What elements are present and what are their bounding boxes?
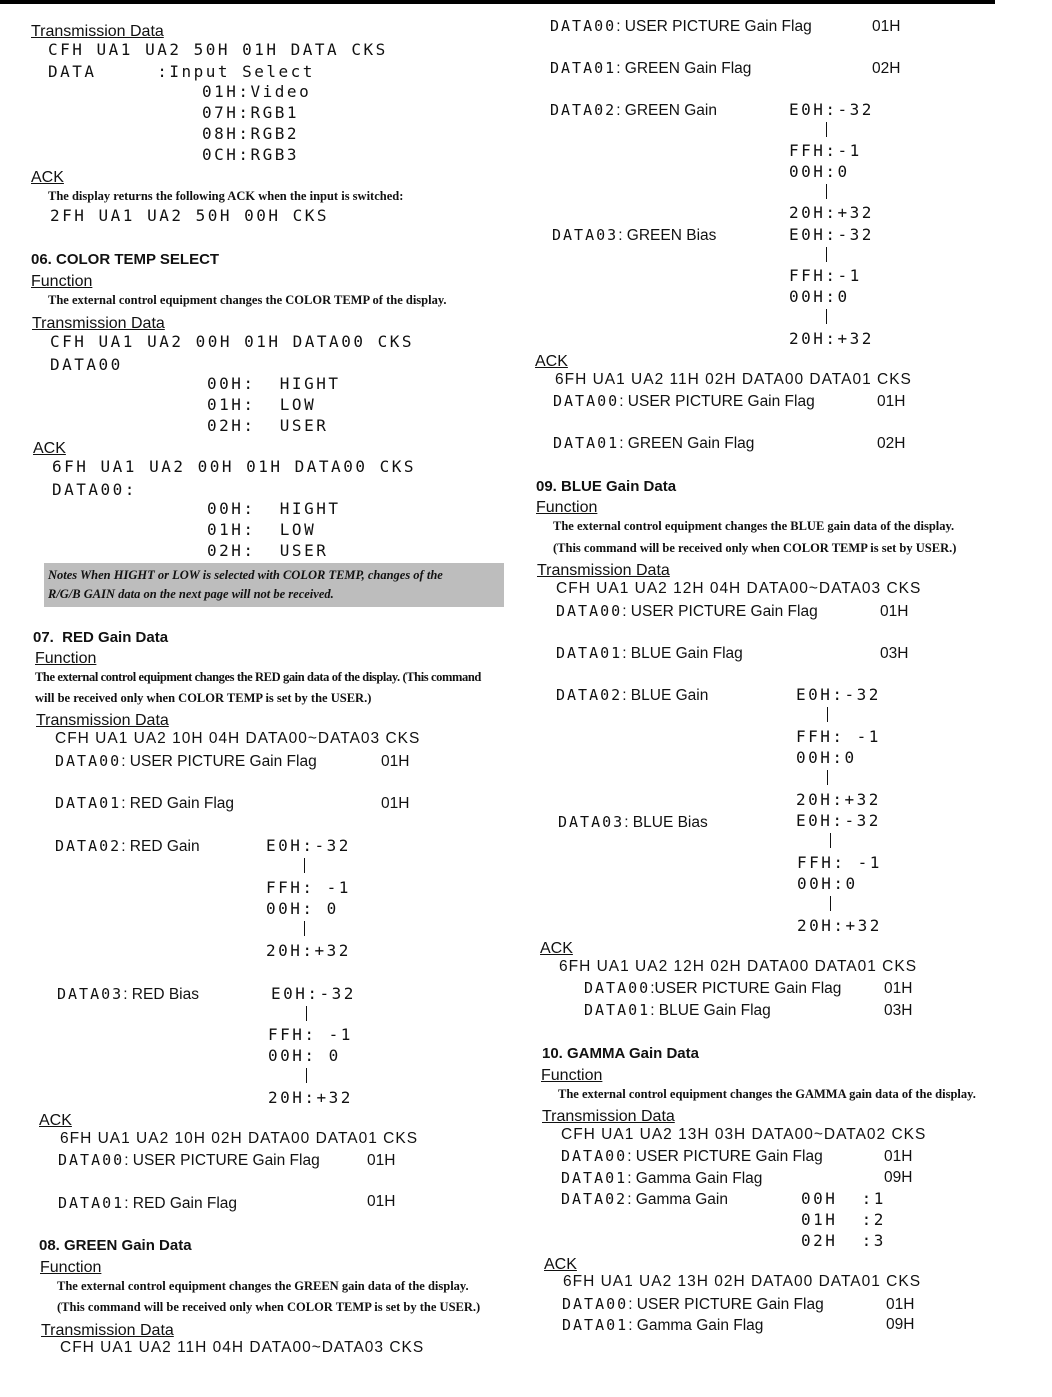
s07-transmission-heading: Transmission Data [36,712,169,729]
data-desc: : Gamma Gain Flag [628,1317,764,1334]
s08-data02 [550,103,717,119]
s05-ack-command: 2FH UA1 UA2 50H 00H CKS [50,206,330,225]
s07-ack-data01 [58,1196,237,1212]
s08-ack-data00 [553,394,815,410]
s07-gain-range: 20H:+32 [266,941,351,960]
s07-gain-range: 00H: 0 [266,899,339,918]
s08-ack-data01 [553,436,754,452]
data-key: DATA03 [552,226,619,244]
s05-option: 07H:RGB1 [202,103,300,122]
s07-bias-range: 20H:+32 [268,1088,353,1107]
s09-data00 [556,604,818,620]
data-key: DATA01 [584,1001,651,1019]
s06-title: 06. COLOR TEMP SELECT [31,251,220,268]
s09-function-description: The external control equipment changes the BLUE gain data of the display. [553,519,955,533]
s07-bias-range: E0H:-32 [271,984,356,1003]
s09-title: 09. BLUE Gain Data [536,478,677,495]
data-desc: :USER PICTURE Gain Flag [650,980,842,997]
s05-option: 0CH:RGB3 [202,145,300,164]
s05-ack-description: The display returns the following ACK when the input is switched: [48,189,404,203]
s07-ack-command: 6FH UA1 UA2 10H 02H DATA00 DATA01 CKS [60,1130,419,1147]
s07-gain-range: FFH: -1 [266,878,351,897]
s08-bias-range: FFH:-1 [789,266,862,285]
data-desc: : GREEN Gain Flag [616,60,752,77]
s06-note-line: Notes When HIGHT or LOW is selected with COLOR TEMP, changes of the [48,568,443,582]
s08-data00-value: 01H [872,18,901,35]
range-connector [826,184,827,199]
s06-ack-command: 6FH UA1 UA2 00H 01H DATA00 CKS [52,457,416,476]
data-key: DATA01 [55,794,122,812]
s06-ack-data-label: DATA00: [52,480,137,499]
s07-data03 [57,987,199,1003]
s08-ack-data01-value: 02H [877,435,906,452]
s09-transmission-heading: Transmission Data [537,562,670,579]
s05-transmission-heading: Transmission Data [31,23,164,40]
s06-command: CFH UA1 UA2 00H 01H DATA00 CKS [50,332,414,351]
s05-command: CFH UA1 UA2 50H 01H DATA CKS [48,40,388,59]
range-connector [827,707,828,722]
s09-gain-range: 20H:+32 [796,790,881,809]
s10-ack-data00-value: 01H [886,1296,915,1313]
s10-data02 [561,1192,728,1208]
data-key: DATA01 [553,434,620,452]
data-desc: : USER PICTURE Gain Flag [627,1148,823,1165]
s09-command: CFH UA1 UA2 12H 04H DATA00~DATA03 CKS [556,580,922,597]
s08-title: 08. GREEN Gain Data [39,1237,192,1254]
s06-note [44,563,504,607]
s08-data03 [552,228,716,244]
s08-data01 [550,61,751,77]
s07-ack-data00-value: 01H [367,1152,396,1169]
s10-ack-data01 [562,1318,763,1334]
s10-title: 10. GAMMA Gain Data [542,1045,699,1062]
s08-ack-data00-value: 01H [877,393,906,410]
s08-bias-range: 20H:+32 [789,329,874,348]
s09-gain-range: FFH: -1 [796,727,881,746]
s06-function-description: The external control equipment changes the COLOR TEMP of the display. [48,293,447,307]
s10-gamma-option: 00H :1 [801,1189,886,1208]
s08-function-description: The external control equipment changes the GREEN gain data of the display. [57,1279,469,1293]
data-desc: : RED Bias [123,986,199,1003]
s07-gain-range: E0H:-32 [266,836,351,855]
s05-data-label: DATA :Input Select [48,62,315,81]
s05-option: 08H:RGB2 [202,124,300,143]
range-connector [306,1006,307,1021]
range-connector [304,858,305,873]
s10-transmission-heading: Transmission Data [542,1108,675,1125]
s06-note-line: R/G/B GAIN data on the next page will not be received. [48,587,334,602]
s09-bias-range: 00H:0 [797,874,858,893]
range-connector [826,122,827,137]
s07-function-description: The external control equipment changes the RED gain data of the display. (This command [35,670,481,684]
s09-ack-data01 [584,1003,771,1019]
data-key: DATA00 [55,752,122,770]
s08-function-heading: Function [40,1259,102,1276]
s09-bias-range: 20H:+32 [797,916,882,935]
s10-function-heading: Function [541,1067,603,1084]
s07-command: CFH UA1 UA2 10H 04H DATA00~DATA03 CKS [55,730,421,747]
data-desc: : BLUE Gain Flag [650,1002,771,1019]
data-desc: : USER PICTURE Gain Flag [619,393,815,410]
s08-gain-range: 00H:0 [789,162,850,181]
s09-gain-range: 00H:0 [796,748,857,767]
s09-ack-data00-value: 01H [884,980,913,997]
s10-ack-command: 6FH UA1 UA2 13H 02H DATA00 DATA01 CKS [563,1273,922,1290]
s10-data00 [561,1149,823,1165]
s10-gamma-option: 02H :3 [801,1231,886,1250]
data-key: DATA01 [561,1169,628,1187]
data-desc: : RED Gain Flag [121,795,235,812]
data-key: DATA00 [58,1151,125,1169]
s10-ack-heading: ACK [544,1256,577,1273]
data-desc: : USER PICTURE Gain Flag [616,18,812,35]
s09-data00-value: 01H [880,603,909,620]
s09-function-description: (This command will be received only when COLOR TEMP is set by USER.) [553,541,957,555]
s09-bias-range: FFH: -1 [797,853,882,872]
s10-ack-data01-value: 09H [886,1316,915,1333]
s08-gain-range: 20H:+32 [789,203,874,222]
range-connector [826,247,827,262]
s07-data00-value: 01H [381,753,410,770]
data-key: DATA02 [550,101,617,119]
data-desc: : GREEN Gain [616,102,717,119]
s07-ack-heading: ACK [39,1112,72,1129]
range-connector [826,309,827,324]
s09-data02 [556,688,708,704]
s08-data00 [550,19,812,35]
s06-transmission-heading: Transmission Data [32,315,165,332]
s07-data01 [55,796,234,812]
s08-gain-range: E0H:-32 [789,100,874,119]
data-key: DATA01 [58,1194,125,1212]
data-desc: : Gamma Gain [627,1191,728,1208]
data-key: DATA01 [550,59,617,77]
data-desc: : USER PICTURE Gain Flag [124,1152,320,1169]
s08-bias-range: E0H:-32 [789,225,874,244]
s09-ack-command: 6FH UA1 UA2 12H 02H DATA00 DATA01 CKS [559,958,918,975]
s08-bias-range: 00H:0 [789,287,850,306]
s09-function-heading: Function [536,499,598,516]
range-connector [304,921,305,936]
data-key: DATA01 [562,1316,629,1334]
s05-ack-heading: ACK [31,169,64,186]
s08-command: CFH UA1 UA2 11H 04H DATA00~DATA03 CKS [60,1339,425,1356]
s07-title: 07. RED Gain Data [33,629,169,646]
s10-data00-value: 01H [884,1148,913,1165]
s06-ack-option: 02H: USER [207,541,329,560]
s09-data03 [558,815,708,831]
s06-ack-option: 00H: HIGHT [207,499,341,518]
s06-function-heading: Function [31,273,93,290]
s08-ack-command: 6FH UA1 UA2 11H 02H DATA00 DATA01 CKS [555,371,912,388]
s10-function-description: The external control equipment changes the GAMMA gain data of the display. [558,1087,976,1101]
s06-option: 02H: USER [207,416,329,435]
data-key: DATA02 [556,686,623,704]
s09-ack-heading: ACK [540,940,573,957]
data-key: DATA00 [561,1147,628,1165]
data-desc: : BLUE Gain [622,687,709,704]
range-connector [306,1068,307,1083]
data-key: DATA01 [556,644,623,662]
s07-data02 [55,839,200,855]
data-desc: : BLUE Gain Flag [622,645,743,662]
range-connector [830,833,831,848]
s07-bias-range: 00H: 0 [268,1046,341,1065]
s06-option: 01H: LOW [207,395,317,414]
s07-function-heading: Function [35,650,97,667]
data-desc: : GREEN Gain Flag [619,435,755,452]
s08-gain-range: FFH:-1 [789,141,862,160]
data-key: DATA03 [558,813,625,831]
data-desc: : Gamma Gain Flag [627,1170,763,1187]
data-key: DATA02 [561,1190,628,1208]
data-desc: : USER PICTURE Gain Flag [121,753,317,770]
s06-data-label: DATA00 [50,355,123,374]
s09-data01-value: 03H [880,645,909,662]
data-desc: : GREEN Bias [618,227,717,244]
s06-option: 00H: HIGHT [207,374,341,393]
data-desc: : BLUE Bias [624,814,708,831]
s09-ack-data00 [584,981,841,997]
s08-ack-heading: ACK [535,353,568,370]
s07-bias-range: FFH: -1 [268,1025,353,1044]
s05-option: 01H:Video [202,82,312,101]
s10-data01-value: 09H [884,1169,913,1186]
s10-command: CFH UA1 UA2 13H 03H DATA00~DATA02 CKS [561,1126,927,1143]
data-key: DATA03 [57,985,124,1003]
s07-ack-data01-value: 01H [367,1193,396,1210]
range-connector [830,896,831,911]
s08-data01-value: 02H [872,60,901,77]
s08-transmission-heading: Transmission Data [41,1322,174,1339]
s07-data01-value: 01H [381,795,410,812]
range-connector [827,770,828,785]
s06-ack-heading: ACK [33,440,66,457]
s10-data01 [561,1171,762,1187]
s09-gain-range: E0H:-32 [796,685,881,704]
s08-function-description: (This command will be received only when COLOR TEMP is set by the USER.) [57,1300,481,1314]
s10-gamma-option: 01H :2 [801,1210,886,1229]
s09-ack-data01-value: 03H [884,1002,913,1019]
s07-data00 [55,754,317,770]
s09-bias-range: E0H:-32 [796,811,881,830]
data-key: DATA00 [553,392,620,410]
data-desc: : RED Gain Flag [124,1195,238,1212]
data-key: DATA02 [55,837,122,855]
data-key: DATA00 [556,602,623,620]
data-key: DATA00 [584,979,651,997]
s07-function-description: will be received only when COLOR TEMP is set by the USER.) [35,691,372,705]
data-desc: : USER PICTURE Gain Flag [628,1296,824,1313]
data-key: DATA00 [550,17,617,35]
data-desc: : RED Gain [121,838,200,855]
s09-data01 [556,646,743,662]
s06-ack-option: 01H: LOW [207,520,317,539]
data-key: DATA00 [562,1295,629,1313]
data-desc: : USER PICTURE Gain Flag [622,603,818,620]
s10-ack-data00 [562,1297,824,1313]
top-rule [0,0,995,4]
s07-ack-data00 [58,1153,320,1169]
